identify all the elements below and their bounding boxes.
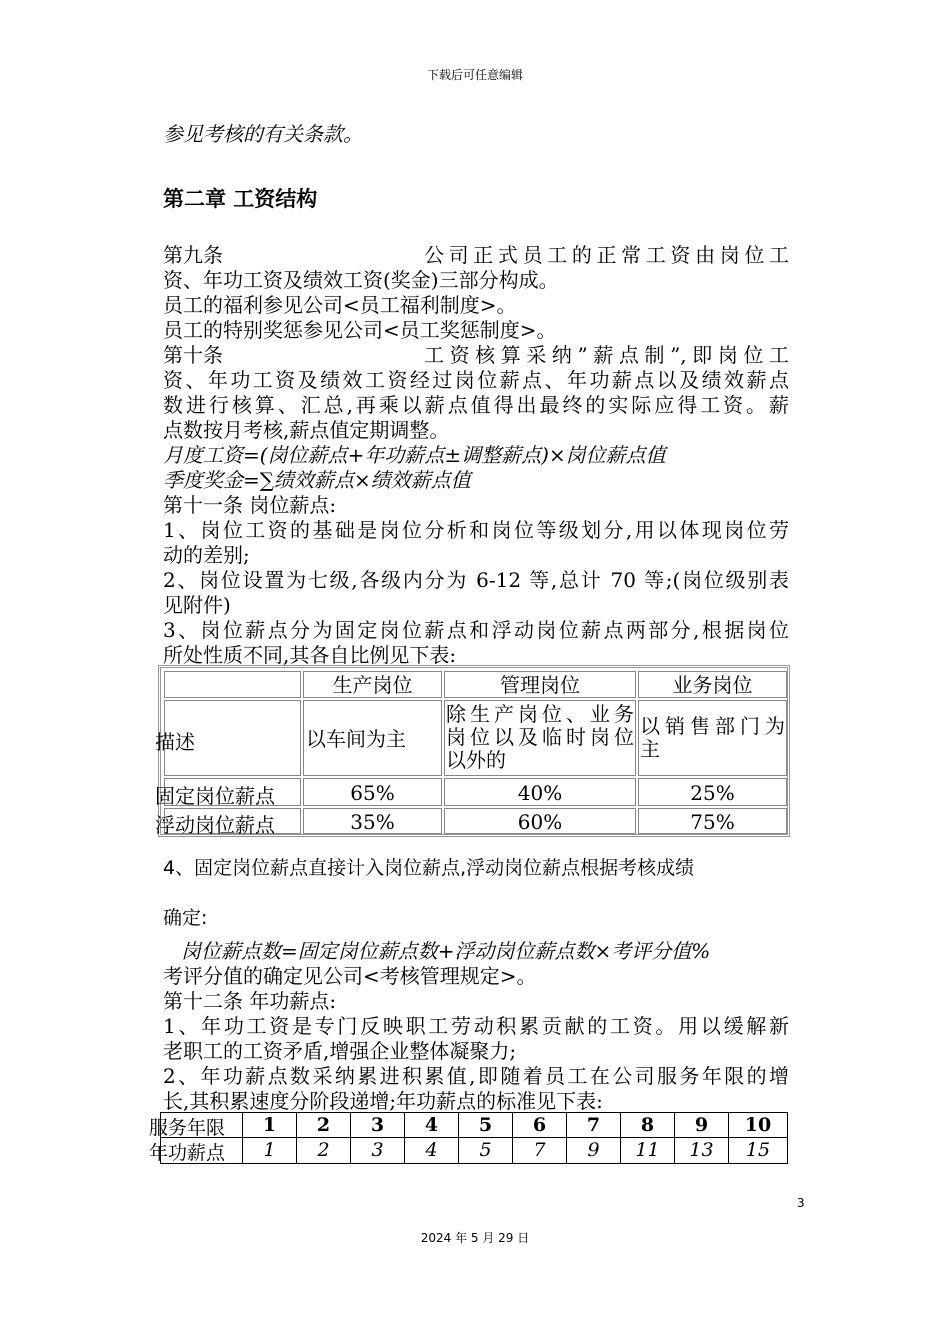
formula-post-points: 岗位薪点数=固定岗位薪点数+浮动岗位薪点数×考评分值% bbox=[181, 939, 711, 963]
table2-points-cell: 1 bbox=[243, 1138, 297, 1163]
post-ratio-table bbox=[155, 665, 790, 837]
art12-item2a: 2、年功薪点数采纳累进积累值,即随着员工在公司服务年限的增 bbox=[163, 1064, 789, 1088]
art9-label: 第九条 bbox=[163, 243, 223, 267]
table1-desc-management-line1: 除生产岗位、业务 bbox=[446, 702, 634, 726]
table2-year-cell: 9 bbox=[675, 1113, 729, 1138]
art11-item1a: 1、岗位工资的基础是岗位分析和岗位等级划分,用以体现岗位劳 bbox=[163, 518, 789, 542]
intro-line: 参见考核的有关条款。 bbox=[163, 122, 363, 146]
table1-fixed-sales: 25% bbox=[638, 778, 787, 806]
table2-year-cell: 10 bbox=[744, 1114, 772, 1136]
eval-line: 考评分值的确定见公司<考核管理规定>。 bbox=[163, 964, 537, 988]
table2-points-cell: 2 bbox=[297, 1138, 351, 1163]
table1-header-empty bbox=[164, 671, 301, 698]
table1-header-production: 生产岗位 bbox=[303, 671, 442, 698]
table1-fixed-management: 40% bbox=[444, 778, 636, 806]
table2-points-cell: 15 bbox=[745, 1139, 771, 1161]
table2-points-label: 年功薪点 bbox=[149, 1142, 226, 1164]
art11-item2b: 见附件) bbox=[163, 593, 231, 617]
table1-fixed-production: 65% bbox=[303, 778, 442, 806]
art9-line4: 员工的特别奖惩参见公司<员工奖惩制度>。 bbox=[163, 318, 557, 342]
table2-year-cell: 3 bbox=[351, 1113, 405, 1138]
table2-year-cell: 2 bbox=[297, 1113, 351, 1138]
table1-desc-management-line2: 岗位以及临时岗位 bbox=[446, 725, 634, 749]
art11-item3b: 所处性质不同,其各自比例见下表: bbox=[163, 643, 457, 667]
table1-float-production: 35% bbox=[303, 808, 442, 834]
chapter-title: 第二章 工资结构 bbox=[163, 187, 318, 211]
seniority-points-table bbox=[160, 1112, 788, 1164]
table2-year-cell: 6 bbox=[513, 1113, 567, 1138]
formula-monthly-wage: 月度工资=(岗位薪点+年功薪点±调整薪点)×岗位薪点值 bbox=[163, 443, 666, 467]
table1-desc-sales-line2: 主 bbox=[640, 737, 660, 761]
item4-line1: 4、固定岗位薪点直接计入岗位薪点,浮动岗位薪点根据考核成绩 bbox=[163, 857, 695, 879]
table2-points-cell: 3 bbox=[351, 1138, 405, 1163]
item4-line2: 确定: bbox=[163, 907, 208, 929]
table1-header-sales: 业务岗位 bbox=[638, 671, 787, 698]
art11-item2a: 2、岗位设置为七级,各级内分为 6-12 等,总计 70 等;(岗位级别表 bbox=[163, 568, 789, 592]
table2-year-cell: 7 bbox=[567, 1113, 621, 1138]
formula-quarterly-bonus: 季度奖金=∑绩效薪点×绩效薪点值 bbox=[163, 468, 471, 492]
table1-desc-management bbox=[444, 700, 636, 776]
art12-title: 第十二条 年功薪点: bbox=[163, 989, 337, 1013]
art11-item1b: 动的差别; bbox=[163, 543, 250, 567]
page-number: 3 bbox=[797, 1196, 805, 1210]
art12-item2b: 长,其积累速度分阶段递增;年功薪点的标准见下表: bbox=[163, 1089, 603, 1113]
art11-title: 第十一条 岗位薪点: bbox=[163, 493, 337, 517]
art10-line1: 工资核算采纳”薪点制”,即岗位工 bbox=[424, 343, 789, 367]
table2-points-cell: 7 bbox=[513, 1138, 567, 1163]
footer-date: 2024 年 5 月 29 日 bbox=[420, 1231, 530, 1245]
art9-line2: 资、年功工资及绩效工资(奖金)三部分构成。 bbox=[163, 268, 559, 292]
table2-points-cell: 11 bbox=[621, 1138, 675, 1163]
art12-item1a: 1、年功工资是专门反映职工劳动积累贡献的工资。用以缓解新 bbox=[163, 1014, 789, 1038]
table1-desc-production: 以车间为主 bbox=[303, 700, 442, 776]
art10-line4: 点数按月考核,薪点值定期调整。 bbox=[163, 418, 450, 442]
table2-year-cell: 4 bbox=[405, 1113, 459, 1138]
art10-label: 第十条 bbox=[163, 343, 223, 367]
table2-points-cell: 9 bbox=[567, 1138, 621, 1163]
table2-row-years bbox=[161, 1113, 787, 1138]
table2-year-cell: 1 bbox=[243, 1113, 297, 1138]
art10-line3: 数进行核算、汇总,再乘以薪点值得出最终的实际应得工资。薪 bbox=[163, 393, 789, 417]
art10-line2: 资、年功工资及绩效工资经过岗位薪点、年功薪点以及绩效薪点 bbox=[163, 368, 789, 392]
table1-desc-management-line3: 以外的 bbox=[446, 748, 506, 772]
art12-item1b: 老职工的工资矛盾,增强企业整体凝聚力; bbox=[163, 1039, 517, 1063]
table2-year-cell: 5 bbox=[459, 1113, 513, 1138]
table2-year-cell: 8 bbox=[621, 1113, 675, 1138]
table2-points-cell: 13 bbox=[675, 1138, 729, 1163]
table2-points-cell: 4 bbox=[405, 1138, 459, 1163]
header-note: 下载后可任意编辑 bbox=[426, 68, 523, 82]
table1-desc-sales bbox=[638, 700, 787, 776]
table1-desc-label: 描述 bbox=[155, 730, 195, 754]
table1-float-sales: 75% bbox=[638, 808, 787, 834]
table1-float-label: 浮动岗位薪点 bbox=[155, 813, 275, 837]
table1-header-management: 管理岗位 bbox=[444, 671, 636, 698]
table1-float-management: 60% bbox=[444, 808, 636, 834]
table2-points-cell: 5 bbox=[459, 1138, 513, 1163]
table2-row-points bbox=[161, 1138, 787, 1163]
art9-line1: 公司正式员工的正常工资由岗位工 bbox=[424, 243, 789, 267]
art9-line3: 员工的福利参见公司<员工福利制度>。 bbox=[163, 293, 517, 317]
table1-desc-sales-line1: 以销售部门为 bbox=[640, 714, 785, 738]
art11-item3a: 3、岗位薪点分为固定岗位薪点和浮动岗位薪点两部分,根据岗位 bbox=[163, 618, 789, 642]
table1-fixed-label: 固定岗位薪点 bbox=[155, 784, 275, 808]
table2-years-label: 服务年限 bbox=[149, 1117, 226, 1139]
